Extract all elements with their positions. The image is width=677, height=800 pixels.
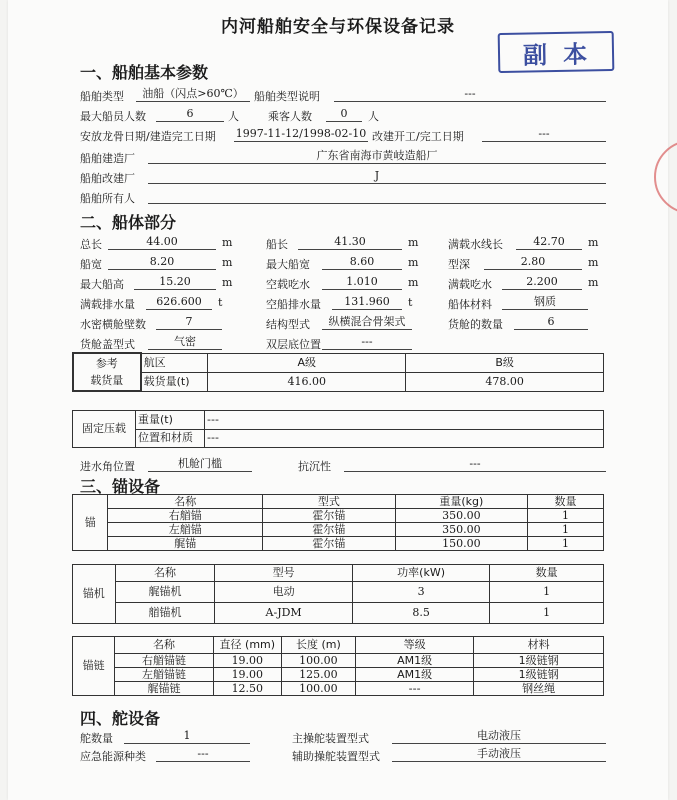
chain-row-material: 1级链钢 (474, 654, 604, 668)
full-draft-unit: m (588, 276, 599, 289)
full-disp-unit: t (218, 296, 223, 309)
anchor-row-count: 1 (528, 509, 604, 523)
crew-label: 最大船员人数 (80, 110, 146, 123)
main-steering-value: 电动液压 (392, 729, 606, 744)
windlass-header-count: 数量 (490, 565, 604, 582)
lwl-value: 42.70 (516, 235, 582, 250)
table-row (73, 523, 604, 537)
empty-draft-value: 1.010 (322, 275, 402, 290)
owner-label: 船舶所有人 (80, 192, 135, 205)
windlass-side-label: 锚机 (73, 565, 116, 624)
empty-disp-label: 空船排水量 (266, 298, 321, 311)
chain-row-length: 125.00 (281, 668, 355, 682)
section-hull-title: 二、船体部分 (80, 213, 177, 232)
anchor-row-weight: 350.00 (395, 509, 527, 523)
chain-header-material: 材料 (474, 637, 604, 654)
chain-header-length: 长度 (m) (281, 637, 355, 654)
anchor-row-count: 1 (528, 523, 604, 537)
table-row (73, 509, 604, 523)
windlass-row-power: 3 (352, 582, 489, 603)
table-row (73, 603, 604, 624)
lpp-value: 41.30 (298, 235, 402, 250)
empty-disp-unit: t (408, 296, 413, 309)
chain-header-grade: 等级 (355, 637, 473, 654)
ship-type-value: 油船（闪点>60℃） (136, 87, 250, 102)
full-draft-value: 2.200 (502, 275, 582, 290)
emergency-power-label: 应急能源种类 (80, 750, 146, 763)
anchor-header-name: 名称 (108, 495, 263, 509)
document-title: 内河船舶安全与环保设备记录 (221, 17, 455, 37)
windlass-header-name: 名称 (115, 565, 215, 582)
cargo-a-value: 416.00 (208, 372, 406, 391)
table-row (73, 682, 604, 696)
loa-value: 44.00 (108, 235, 216, 250)
lpp-label: 船长 (266, 238, 288, 251)
windlass-header-power: 功率(kW) (352, 565, 489, 582)
anchor-row-weight: 150.00 (395, 537, 527, 551)
anchor-row-weight: 350.00 (395, 523, 527, 537)
anchor-header-type: 型式 (263, 495, 395, 509)
keel-date-label: 安放龙骨日期/建造完工日期 (80, 130, 216, 143)
windlass-header-model: 型号 (215, 565, 352, 582)
max-breadth-label: 最大船宽 (266, 258, 310, 271)
passenger-label: 乘客人数 (268, 110, 312, 123)
windlass-row-model: A-JDM (215, 603, 352, 624)
depth-unit: m (588, 256, 599, 269)
zone-b-label: B级 (406, 353, 604, 372)
anchor-row-name: 右艏锚 (108, 509, 263, 523)
cargo-ref-label2: 载货量 (90, 374, 124, 387)
breadth-unit: m (222, 256, 233, 269)
chain-row-name: 左艏锚链 (115, 668, 214, 682)
max-height-value: 15.20 (134, 275, 216, 290)
type-desc-value: --- (334, 87, 606, 102)
passenger-unit: 人 (368, 110, 379, 123)
material-label: 船体材料 (448, 298, 492, 311)
emergency-power-value: --- (156, 747, 250, 762)
type-desc-label: 船舶类型说明 (254, 90, 320, 103)
cover-label: 货舱盖型式 (80, 338, 135, 351)
section-basic-title: 一、船舶基本参数 (80, 63, 209, 82)
cargo-b-value: 478.00 (406, 372, 604, 391)
unsinkability-value: --- (344, 457, 606, 472)
chain-row-diameter: 19.00 (213, 668, 281, 682)
anchor-header-weight: 重量(kg) (395, 495, 527, 509)
material-value: 钢质 (502, 295, 588, 310)
anchor-row-type: 霍尔锚 (263, 523, 395, 537)
cargo-ref-cell (73, 353, 141, 391)
section-anchor-title: 三、锚设备 (80, 477, 161, 496)
aux-steering-value: 手动液压 (392, 747, 606, 762)
anchor-header-count: 数量 (528, 495, 604, 509)
double-bottom-value: --- (322, 335, 412, 350)
windlass-row-model: 电动 (215, 582, 352, 603)
anchor-row-name: 左艏锚 (108, 523, 263, 537)
empty-disp-value: 131.960 (332, 295, 402, 310)
windlass-row-count: 1 (490, 582, 604, 603)
anchor-row-type: 霍尔锚 (263, 537, 395, 551)
chain-row-name: 右艏锚链 (115, 654, 214, 668)
table-row (73, 668, 604, 682)
rebuilder-label: 船舶改建厂 (80, 172, 135, 185)
full-disp-label: 满载排水量 (80, 298, 135, 311)
ballast-table (72, 410, 604, 448)
red-seal-icon (654, 140, 677, 214)
holds-label: 货舱的数量 (448, 318, 503, 331)
full-draft-label: 满载吃水 (448, 278, 492, 291)
empty-draft-unit: m (408, 276, 419, 289)
depth-value: 2.80 (484, 255, 582, 270)
chain-header-diameter: 直径 (mm) (213, 637, 281, 654)
cover-value: 气密 (148, 335, 222, 350)
chain-row-diameter: 19.00 (213, 654, 281, 668)
windlass-row-name: 艏锚机 (115, 603, 215, 624)
ballast-title: 固定压载 (73, 411, 136, 448)
chain-header-name: 名称 (115, 637, 214, 654)
anchor-row-type: 霍尔锚 (263, 509, 395, 523)
ship-type-label: 船舶类型 (80, 90, 124, 103)
section-rudder-title: 四、舵设备 (80, 709, 161, 728)
structure-value: 纵横混合骨架式 (322, 315, 412, 330)
depth-label: 型深 (448, 258, 470, 271)
windlass-table (72, 564, 604, 624)
max-breadth-unit: m (408, 256, 419, 269)
loa-unit: m (222, 236, 233, 249)
chain-table (72, 636, 604, 696)
rudder-count-value: 1 (124, 729, 250, 744)
ballast-weight-label: 重量(t) (136, 411, 205, 430)
ballast-position-value: --- (205, 429, 604, 448)
anchor-row-count: 1 (528, 537, 604, 551)
windlass-row-count: 1 (490, 603, 604, 624)
owner-value-line (148, 189, 606, 204)
cargo-capacity-table (72, 352, 604, 392)
chain-side-label: 锚链 (73, 637, 115, 696)
chain-row-length: 100.00 (281, 682, 355, 696)
main-steering-label: 主操舵装置型式 (292, 732, 369, 745)
lwl-label: 满载水线长 (448, 238, 503, 251)
cargo-ref-label: 参考 (95, 357, 118, 370)
zone-label: 航区 (141, 353, 208, 372)
flood-angle-label: 进水角位置 (80, 460, 135, 473)
keel-date-value: 1997-11-12/1998-02-10 (235, 127, 367, 140)
chain-row-grade: --- (355, 682, 473, 696)
builder-value: 广东省南海市黄岐造船厂 (148, 149, 606, 164)
modify-date-value: --- (482, 127, 606, 142)
chain-row-diameter: 12.50 (213, 682, 281, 696)
chain-row-name: 艉锚链 (115, 682, 214, 696)
passenger-value: 0 (326, 107, 362, 122)
crew-unit: 人 (228, 110, 239, 123)
aux-steering-label: 辅助操舵装置型式 (292, 750, 380, 763)
windlass-row-name: 艉锚机 (115, 582, 215, 603)
max-height-unit: m (222, 276, 233, 289)
ballast-weight-value: --- (205, 411, 604, 430)
chain-row-grade: AM1级 (355, 654, 473, 668)
chain-row-material: 1级链钢 (474, 668, 604, 682)
table-row (73, 654, 604, 668)
builder-label: 船舶建造厂 (80, 152, 135, 165)
crew-value: 6 (156, 107, 224, 122)
max-height-label: 最大船高 (80, 278, 124, 291)
lwl-unit: m (588, 236, 599, 249)
anchor-row-name: 艉锚 (108, 537, 263, 551)
windlass-row-power: 8.5 (352, 603, 489, 624)
table-row (73, 537, 604, 551)
anchor-table (72, 494, 604, 551)
bulkhead-value: 7 (156, 315, 222, 330)
empty-draft-label: 空载吃水 (266, 278, 310, 291)
chain-row-material: 钢丝绳 (474, 682, 604, 696)
full-disp-value: 626.600 (146, 295, 212, 310)
rebuilder-value: J (148, 169, 606, 184)
bulkhead-label: 水密横舱壁数 (80, 318, 146, 331)
rudder-count-label: 舵数量 (80, 732, 113, 745)
ballast-position-label: 位置和材质 (136, 429, 205, 448)
breadth-label: 船宽 (80, 258, 102, 271)
document-page (8, 0, 668, 800)
anchor-side-label: 锚 (73, 495, 108, 551)
double-bottom-label: 双层底位置 (266, 338, 321, 351)
max-breadth-value: 8.60 (322, 255, 402, 270)
modify-date-label: 改建开工/完工日期 (372, 130, 464, 143)
loa-label: 总长 (80, 238, 102, 251)
cargo-load-label: 载货量(t) (141, 372, 208, 391)
holds-value: 6 (514, 315, 588, 330)
structure-label: 结构型式 (266, 318, 310, 331)
chain-row-grade: AM1级 (355, 668, 473, 682)
table-row (73, 582, 604, 603)
lpp-unit: m (408, 236, 419, 249)
breadth-value: 8.20 (108, 255, 216, 270)
flood-angle-value: 机舱门槛 (148, 457, 252, 472)
unsinkability-label: 抗沉性 (298, 460, 331, 473)
zone-a-label: A级 (208, 353, 406, 372)
chain-row-length: 100.00 (281, 654, 355, 668)
copy-stamp: 副本 (498, 31, 615, 73)
